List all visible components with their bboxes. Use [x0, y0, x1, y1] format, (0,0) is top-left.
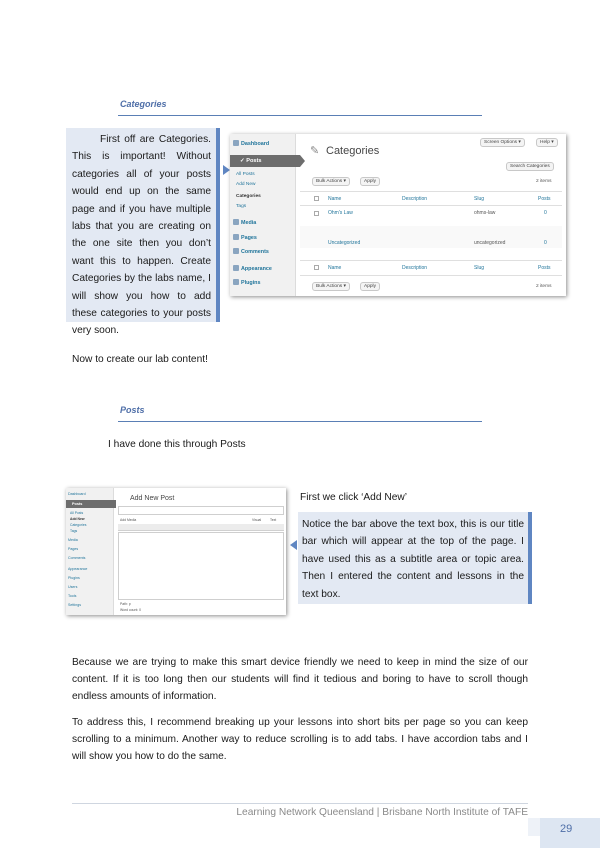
- section-heading-categories: Categories: [120, 99, 167, 109]
- wp-nav-pages: Pages: [68, 547, 79, 551]
- title-bar-callout: [298, 512, 532, 604]
- body-paragraph: Because we are trying to make this smart device friendly we need to keep in mind the size of our content. If it is too long then our students will find it tedious and boring to have to scroll though endless amounts of information.: [72, 657, 528, 702]
- bulk-actions-select: Bulk Actions ▾: [312, 177, 350, 186]
- row-slug: uncategorized: [474, 240, 506, 246]
- row-posts: 0: [544, 240, 547, 246]
- plugins-icon: [233, 279, 239, 285]
- post-title-bar: [118, 506, 284, 515]
- add-new-post-title: Add New Post: [130, 495, 175, 502]
- table-rule: [300, 275, 562, 276]
- table-rule: [300, 205, 562, 206]
- click-add-new-text: First we click ‘Add New’: [300, 492, 407, 503]
- word-count: Word count: 0: [120, 608, 142, 612]
- wp-nav-posts: ✓ Posts: [230, 155, 300, 167]
- table-rule: [300, 191, 562, 192]
- row-slug: ohms-law: [474, 210, 496, 216]
- add-new-post-screenshot: [66, 488, 286, 615]
- wp-nav-pages: Pages: [233, 234, 257, 241]
- row-posts: 0: [544, 210, 547, 216]
- comments-icon: [233, 248, 239, 254]
- col-name: Name: [328, 265, 342, 271]
- text-tab: Text: [270, 518, 277, 522]
- wp-sidebar: [230, 134, 296, 296]
- heading-rule: [118, 421, 482, 422]
- appearance-icon: [233, 265, 239, 271]
- post-content-box: [118, 532, 284, 600]
- categories-callout: [66, 128, 220, 337]
- body-paragraph: To address this, I recommend breaking up your lessons into short bits per page so you can keep scrolling to a minimum. Another way to reduce scrolling is to add tabs. I have accordion tabs and I will show you how to do the same.: [72, 717, 528, 762]
- wp-nav-media: Media: [68, 538, 78, 542]
- wp-sub-categories: Categories: [236, 194, 261, 199]
- heading-rule: [118, 115, 482, 116]
- wp-nav-dashboard: Dashboard: [233, 140, 269, 147]
- search-categories-button: Search Categories: [506, 162, 554, 171]
- wp-sub-add-new: Add New: [236, 182, 256, 187]
- media-icon: [233, 219, 239, 225]
- bulk-actions-select: Bulk Actions ▾: [312, 282, 350, 291]
- screen-options-button: Screen Options ▾: [480, 138, 525, 147]
- categories-callout-text: First off are Categories. This is important! Without categories all of your posts would end up on the same page and if you have multiple labs that you are creating on the one site then you don’t want this to happen. Create Categories by the labs name, I will show you how to add these categories to your posts very soon.: [72, 134, 211, 337]
- add-media-button: Add Media: [120, 518, 137, 522]
- wp-sub-tags: Tags: [70, 529, 78, 533]
- wp-sub-add-new: Add New: [70, 517, 85, 521]
- callout-pointer: [223, 165, 230, 175]
- footer-text: Learning Network Queensland | Brisbane North Institute of TAFE: [236, 807, 528, 818]
- apply-button: Apply: [360, 177, 380, 186]
- apply-button: Apply: [360, 282, 380, 291]
- wp-nav-tools: Tools: [68, 594, 77, 598]
- col-slug: Slug: [474, 265, 485, 271]
- wp-nav-comments: Comments: [68, 556, 86, 560]
- visual-tab: Visual: [252, 518, 262, 522]
- footer-rule: [72, 803, 528, 804]
- wp-nav-media: Media: [233, 219, 256, 226]
- wp-nav-posts: Posts: [66, 500, 116, 508]
- pages-icon: [233, 234, 239, 240]
- done-through-posts-text: I have done this through Posts: [108, 439, 246, 450]
- row-name: Uncategorized: [328, 240, 361, 246]
- item-count: 2 items: [536, 179, 552, 184]
- wp-sidebar: [66, 488, 114, 615]
- wp-nav-settings: Settings: [68, 603, 81, 607]
- categories-screenshot: [230, 134, 566, 296]
- col-slug: Slug: [474, 196, 485, 202]
- wp-nav-dashboard: Dashboard: [68, 492, 86, 496]
- categories-page-icon: ✎: [310, 145, 320, 157]
- col-name: Name: [328, 196, 342, 202]
- row-name: Ohm's Law: [328, 210, 353, 216]
- editor-toolbar: [118, 524, 284, 531]
- col-posts: Posts: [538, 265, 551, 271]
- dashboard-icon: [233, 140, 239, 146]
- wp-nav-users: Users: [68, 585, 78, 589]
- section-heading-posts: Posts: [120, 405, 145, 415]
- wp-sub-categories: Categories: [70, 523, 87, 527]
- table-rule: [300, 260, 562, 261]
- wp-nav-appearance: Appearance: [68, 567, 88, 571]
- item-count: 2 items: [536, 284, 552, 289]
- wp-nav-plugins: Plugins: [68, 576, 80, 580]
- wp-sub-all-posts: All Posts: [236, 172, 255, 177]
- wp-nav-plugins: Plugins: [233, 279, 260, 286]
- wp-sub-all-posts: All Posts: [70, 511, 84, 515]
- help-button: Help ▾: [536, 138, 558, 147]
- wp-nav-comments: Comments: [233, 248, 269, 255]
- path-label: Path: p: [120, 602, 131, 606]
- wp-page-title: Categories: [326, 145, 380, 157]
- col-description: Description: [402, 196, 428, 202]
- lab-content-text: Now to create our lab content!: [72, 354, 208, 365]
- footer-checkbox: [314, 265, 319, 270]
- col-description: Description: [402, 265, 428, 271]
- page-tab-edge: [528, 818, 540, 836]
- title-bar-callout-text: Notice the bar above the text box, this is our title bar which will appear at the top of the page. I have used this as a subtitle area or topic area. Then I entered the content and lessons in the text box.: [302, 519, 524, 600]
- header-checkbox: [314, 196, 319, 201]
- wp-nav-appearance: Appearance: [233, 265, 272, 272]
- callout-pointer: [290, 540, 297, 550]
- row-checkbox: [314, 211, 319, 216]
- page-number: 29: [560, 823, 573, 835]
- col-posts: Posts: [538, 196, 551, 202]
- wp-sub-tags: Tags: [236, 204, 247, 209]
